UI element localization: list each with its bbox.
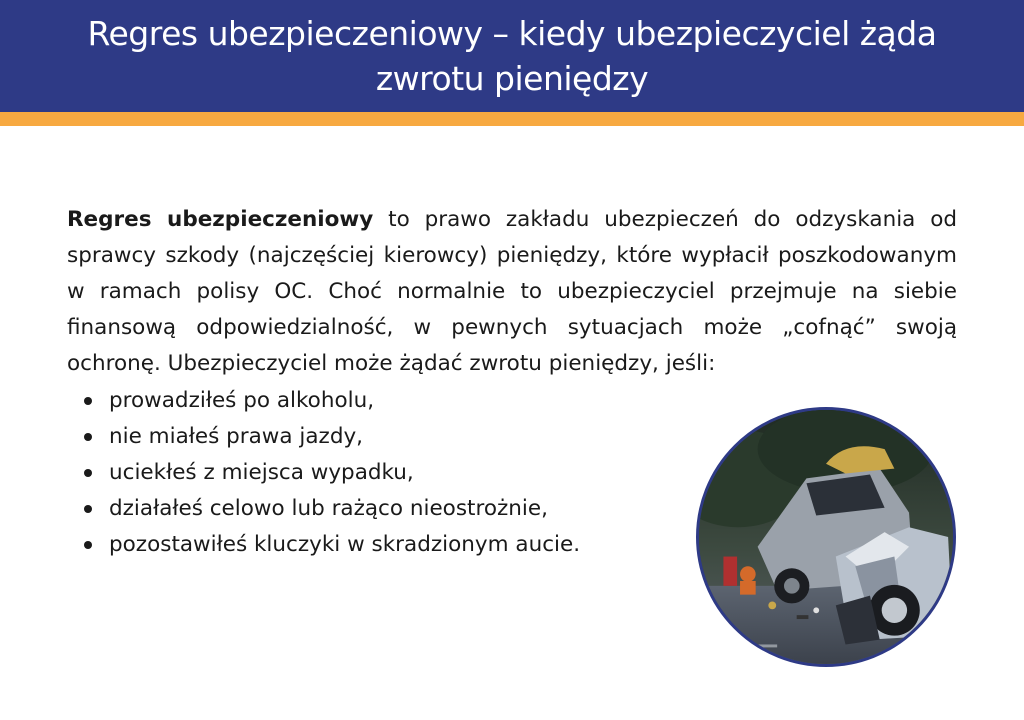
bullet-icon — [84, 433, 92, 441]
intro-text: to prawo zakładu ubezpieczeń do odzyskania od sprawcy szkody (najczęściej kierowcy) pieniędzy, które wypłacił poszkodowanym w ramach polisy OC. Choć normalnie to ubezpieczyciel przejmuje na siebie finansową odpowiedzialność, w pewnych sytuacjach może „cofnąć” swoją ochronę. Ubezpieczyciel może żądać zwrotu pieniędzy, jeśli: — [67, 207, 958, 376]
accent-divider — [0, 112, 1024, 126]
intro-term: Regres ubezpieczeniowy — [67, 207, 374, 232]
header-banner — [0, 0, 1024, 112]
intro-paragraph — [67, 202, 957, 382]
bullet-icon — [84, 469, 92, 477]
list-item-text: prowadziłeś po alkoholu, — [109, 388, 375, 413]
list-item-text: działałeś celowo lub rażąco nieostrożnie, — [109, 496, 548, 521]
bullet-icon — [84, 541, 92, 549]
bullet-icon — [84, 397, 92, 405]
bullet-icon — [84, 505, 92, 513]
list-item-text: pozostawiłeś kluczyki w skradzionym aucie. — [109, 532, 581, 557]
car-crash-photo — [696, 407, 956, 667]
list-item-text: uciekłeś z miejsca wypadku, — [109, 460, 414, 485]
car-crash-illustration — [699, 410, 953, 664]
list-item-text: nie miałeś prawa jazdy, — [109, 424, 364, 449]
page-title: Regres ubezpieczeniowy – kiedy ubezpieczyciel żąda zwrotu pieniędzy — [87, 14, 937, 98]
